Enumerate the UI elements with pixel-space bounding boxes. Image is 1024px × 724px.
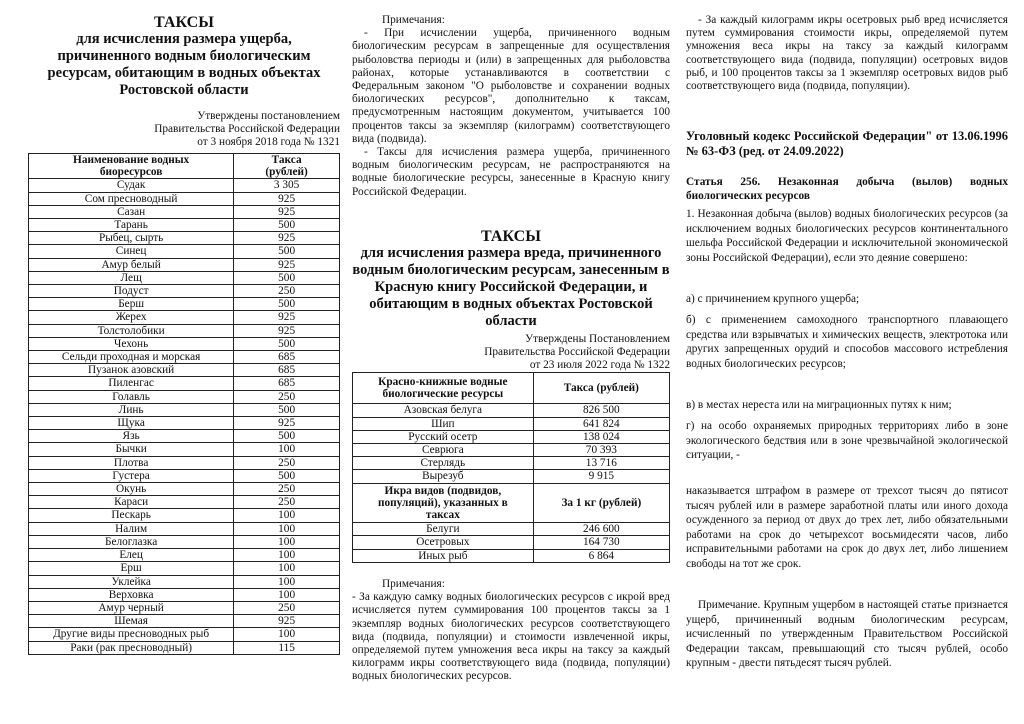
species-name: Рыбец, сырть bbox=[29, 232, 234, 245]
species-name: Уклейка bbox=[29, 575, 234, 588]
species-name: Белуги bbox=[353, 523, 534, 536]
tax-value: 925 bbox=[234, 615, 340, 628]
punishment-paragraph: наказывается штрафом в размере от трехсот тысяч до пятисот тысяч рублей или в размере заработной платы или иного дохода осужденного за период от двух до трех лет, либо обязательными работами на срок до четырехсот восьмидесяти часов, либо исправительными работами на срок до двух лет, либо лишением свободы на тот же срок. bbox=[686, 485, 1008, 570]
caviar-header-tax: За 1 кг (рублей) bbox=[533, 483, 669, 523]
species-name: Верховка bbox=[29, 588, 234, 601]
species-name: Синец bbox=[29, 245, 234, 258]
species-name: Бычки bbox=[29, 443, 234, 456]
tax-value: 500 bbox=[234, 245, 340, 258]
tax-value: 100 bbox=[234, 628, 340, 641]
species-name: Густера bbox=[29, 469, 234, 482]
red-book-title-block bbox=[352, 228, 670, 330]
tax-value: 100 bbox=[234, 575, 340, 588]
table-row bbox=[29, 351, 340, 364]
species-name: Тарань bbox=[29, 219, 234, 232]
table-row bbox=[29, 496, 340, 509]
table-row bbox=[29, 271, 340, 284]
article-item: б) с применением самоходного транспортного плавающего средства или взрывчатых и химических веществ, электротока или других запрещенных орудий и способов массового истребления водных биологических ресурсов; bbox=[686, 314, 1008, 370]
table-row bbox=[29, 403, 340, 416]
species-name: Амур белый bbox=[29, 258, 234, 271]
caviar-header-row bbox=[353, 483, 670, 523]
caviar-row bbox=[353, 536, 670, 549]
caviar-row bbox=[353, 549, 670, 562]
species-name: Щука bbox=[29, 417, 234, 430]
table-row bbox=[353, 430, 670, 443]
table-row bbox=[29, 562, 340, 575]
red-book-title-text: для исчисления размера вреда, причиненного водным биологическим ресурсам, занесенным в Красную книгу Российской Федерации, и обитающим в водных объектах Ростовской области bbox=[352, 245, 670, 329]
table-row bbox=[29, 245, 340, 258]
tax-value: 250 bbox=[234, 456, 340, 469]
tax-value: 100 bbox=[234, 509, 340, 522]
tax-value: 250 bbox=[234, 390, 340, 403]
table-row bbox=[353, 404, 670, 417]
approval-note-2 bbox=[352, 333, 670, 372]
table-row bbox=[29, 324, 340, 337]
note-paragraph: - При исчислении ущерба, причиненного водным биологическим ресурсам в запрещенные для осуществления рыболовства периоды и (или) в запрещенных для рыболовства районах, которые устанавливаются в соответствии с Федеральным законом "О рыболовстве и сохранении водных биологических ресурсов", дополнительно к таксам, предусмотренным настоящим документом, учитывается 100 процентов таксы за экземпляр (килограмм) соответствующего вида (подвида). bbox=[352, 27, 670, 145]
red-book-table bbox=[352, 372, 670, 563]
tax-value: 500 bbox=[234, 403, 340, 416]
tax-value: 925 bbox=[234, 324, 340, 337]
tax-value: 641 824 bbox=[533, 417, 669, 430]
table-row bbox=[29, 232, 340, 245]
tax-value: 115 bbox=[234, 641, 340, 654]
table-row bbox=[29, 535, 340, 548]
species-name: Сом пресноводный bbox=[29, 192, 234, 205]
notes-heading: Примечания: bbox=[382, 14, 445, 26]
table-row bbox=[29, 192, 340, 205]
species-name: Амур черный bbox=[29, 601, 234, 614]
tax-value: 500 bbox=[234, 430, 340, 443]
species-name: Раки (рак пресноводный) bbox=[29, 641, 234, 654]
approval-line: от 3 ноября 2018 года № 1321 bbox=[197, 136, 340, 148]
species-name: Подуст bbox=[29, 285, 234, 298]
species-name: Азовская белуга bbox=[353, 404, 534, 417]
tax-value: 100 bbox=[234, 549, 340, 562]
tax-value: 100 bbox=[234, 522, 340, 535]
tax-value: 250 bbox=[234, 496, 340, 509]
tax-value: 250 bbox=[234, 483, 340, 496]
table-row bbox=[29, 469, 340, 482]
species-name: Сельди проходная и морская bbox=[29, 351, 234, 364]
tax-value: 500 bbox=[234, 469, 340, 482]
red-book-title-word: ТАКСЫ bbox=[481, 228, 541, 245]
table-row bbox=[29, 628, 340, 641]
species-name: Окунь bbox=[29, 483, 234, 496]
article-item: а) с причинением крупного ущерба; bbox=[686, 293, 860, 305]
table-row bbox=[29, 588, 340, 601]
table-row bbox=[29, 509, 340, 522]
approval-line: от 23 июля 2022 года № 1322 bbox=[529, 359, 670, 371]
taxa-title bbox=[28, 14, 340, 99]
table-row bbox=[29, 364, 340, 377]
criminal-code-heading: Уголовный кодекс Российской Федерации" от 13.06.1996 № 63-ФЗ (ред. от 24.09.2022) bbox=[686, 129, 1008, 158]
note-paragraph: - За каждую самку водных биологических ресурсов с икрой вред исчисляется путем суммирования 100 процентов таксы за 1 экземпляр водных биологических ресурсов соответствующего вида (подвида, популяции) и стоимости извлеченной икры, определяемой путем умножения веса икры на таксу за каждый килограмм икры соответствующего вида (подвида, популяции) водных биологических ресурсов. bbox=[352, 591, 670, 683]
tax-value: 685 bbox=[234, 364, 340, 377]
approval-line: Утверждены Постановлением bbox=[525, 333, 670, 345]
species-name: Иных рыб bbox=[353, 549, 534, 562]
species-name: Караси bbox=[29, 496, 234, 509]
tax-value: 13 716 bbox=[533, 457, 669, 470]
column-left bbox=[28, 0, 340, 724]
tax-value: 685 bbox=[234, 377, 340, 390]
caviar-header-species: Икра видов (подвидов, популяций), указанных в таксах bbox=[353, 483, 534, 523]
species-name: Русский осетр bbox=[353, 430, 534, 443]
tax-value: 3 305 bbox=[234, 179, 340, 192]
species-name: Сазан bbox=[29, 205, 234, 218]
approval-line: Утверждены постановлением bbox=[197, 110, 340, 122]
tax-value: 6 864 bbox=[533, 549, 669, 562]
table-row bbox=[29, 456, 340, 469]
species-name: Пиленгас bbox=[29, 377, 234, 390]
species-name: Пузанок азовский bbox=[29, 364, 234, 377]
note-paragraph: - За каждый килограмм икры осетровых рыб вред исчисляется путем суммирования стоимости икры, определяемой путем умножения веса икры на таксу за каждый килограмм соответствующего вида (подвида, популяции) осетровых видов рыб, и 100 процентов таксы за 1 экземпляр осетровых видов рыб соответствующего вида (подвида, популяции). bbox=[686, 14, 1008, 93]
article-item: г) на особо охраняемых природных территориях либо в зоне экологического бедствия или в зоне чрезвычайной экологической ситуации, - bbox=[686, 420, 1008, 462]
table-row bbox=[29, 298, 340, 311]
tax-value: 925 bbox=[234, 192, 340, 205]
table-row bbox=[29, 377, 340, 390]
table-row bbox=[29, 430, 340, 443]
tax-value: 100 bbox=[234, 443, 340, 456]
table-row bbox=[29, 575, 340, 588]
taxa-title-text: для исчисления размера ущерба, причиненного водным биологическим ресурсам, обитающим в водных объектах Ростовской области bbox=[47, 31, 321, 98]
species-name: Судак bbox=[29, 179, 234, 192]
table-row bbox=[353, 470, 670, 483]
tax-value: 70 393 bbox=[533, 444, 669, 457]
table-header-species: Наименование водных биоресурсов bbox=[29, 154, 234, 179]
tax-value: 925 bbox=[234, 417, 340, 430]
notes-heading: Примечания: bbox=[382, 578, 445, 590]
species-name: Другие виды пресноводных рыб bbox=[29, 628, 234, 641]
table-header-tax: Такса (рублей) bbox=[234, 154, 340, 179]
tax-value: 500 bbox=[234, 298, 340, 311]
taxa-title-block bbox=[28, 14, 340, 99]
table-row bbox=[29, 417, 340, 430]
species-name: Толстолобики bbox=[29, 324, 234, 337]
species-name: Шип bbox=[353, 417, 534, 430]
note-paragraph: - Таксы для исчисления размера ущерба, причиненного водным биологическим ресурсам, не распространяются на водные биологические ресурсы, занесенные в Красную книгу Российской Федерации. bbox=[352, 146, 670, 198]
tax-value: 250 bbox=[234, 601, 340, 614]
table-row bbox=[29, 443, 340, 456]
species-name: Стерлядь bbox=[353, 457, 534, 470]
species-name: Берш bbox=[29, 298, 234, 311]
table-row bbox=[353, 444, 670, 457]
tax-value: 9 915 bbox=[533, 470, 669, 483]
table-row bbox=[29, 219, 340, 232]
table-header-row bbox=[353, 373, 670, 404]
species-name: Плотва bbox=[29, 456, 234, 469]
article-paragraph: 1. Незаконная добыча (вылов) водных биологических ресурсов (за исключением водных биологических ресурсов континентального шельфа Российской Федерации и исключительной экономической зоны Российской Федерации), если это деяние совершено: bbox=[686, 208, 1008, 264]
species-name: Чехонь bbox=[29, 337, 234, 350]
article-item: в) в местах нереста или на миграционных путях к ним; bbox=[686, 399, 952, 411]
species-name: Язь bbox=[29, 430, 234, 443]
table-header-row bbox=[29, 154, 340, 179]
table-row bbox=[29, 615, 340, 628]
taxa-title-word: ТАКСЫ bbox=[154, 14, 214, 31]
table-row bbox=[29, 258, 340, 271]
tax-value: 246 600 bbox=[533, 523, 669, 536]
species-name: Лещ bbox=[29, 271, 234, 284]
species-name: Линь bbox=[29, 403, 234, 416]
table-row bbox=[29, 483, 340, 496]
species-name: Голавль bbox=[29, 390, 234, 403]
table-row bbox=[29, 337, 340, 350]
species-name: Налим bbox=[29, 522, 234, 535]
tax-value: 100 bbox=[234, 588, 340, 601]
tax-value: 826 500 bbox=[533, 404, 669, 417]
table-row bbox=[29, 205, 340, 218]
table-row bbox=[29, 311, 340, 324]
table-row bbox=[29, 601, 340, 614]
article-heading: Статья 256. Незаконная добыча (вылов) водных биологических ресурсов bbox=[686, 176, 1008, 202]
tax-value: 925 bbox=[234, 258, 340, 271]
approval-line: Правительства Российской Федерации bbox=[154, 123, 340, 135]
table-row bbox=[29, 390, 340, 403]
species-name: Севрюга bbox=[353, 444, 534, 457]
species-name: Шемая bbox=[29, 615, 234, 628]
table-row bbox=[353, 457, 670, 470]
notes-block-2 bbox=[352, 578, 670, 684]
table-row bbox=[29, 549, 340, 562]
table-header-tax: Такса (рублей) bbox=[533, 373, 669, 404]
approval-line: Правительства Российской Федерации bbox=[484, 346, 670, 358]
tax-value: 100 bbox=[234, 535, 340, 548]
table-header-species: Красно-книжные водные биологические ресурсы bbox=[353, 373, 534, 404]
approval-note bbox=[28, 110, 340, 149]
species-name: Жерех bbox=[29, 311, 234, 324]
tax-value: 250 bbox=[234, 285, 340, 298]
species-name: Пескарь bbox=[29, 509, 234, 522]
species-name: Осетровых bbox=[353, 536, 534, 549]
tax-value: 100 bbox=[234, 562, 340, 575]
tax-value: 500 bbox=[234, 219, 340, 232]
tax-value: 500 bbox=[234, 271, 340, 284]
table-row bbox=[29, 179, 340, 192]
remark-paragraph: Примечание. Крупным ущербом в настоящей статье признается ущерб, причиненный водным биологическим ресурсам, исчисленный по утвержденным Правительством Российской Федерации таксам, превышающий сто тысяч рублей, особо крупным - двести пятьдесят тысяч рублей. bbox=[686, 599, 1008, 670]
taxa-table bbox=[28, 153, 340, 655]
species-name: Елец bbox=[29, 549, 234, 562]
table-row bbox=[353, 417, 670, 430]
species-name: Белоглазка bbox=[29, 535, 234, 548]
species-name: Ерш bbox=[29, 562, 234, 575]
table-row bbox=[29, 641, 340, 654]
column-right bbox=[686, 0, 1008, 724]
tax-value: 925 bbox=[234, 232, 340, 245]
tax-value: 164 730 bbox=[533, 536, 669, 549]
tax-value: 925 bbox=[234, 205, 340, 218]
tax-value: 925 bbox=[234, 311, 340, 324]
tax-value: 500 bbox=[234, 337, 340, 350]
caviar-row bbox=[353, 523, 670, 536]
column-middle bbox=[352, 0, 670, 724]
tax-value: 685 bbox=[234, 351, 340, 364]
table-row bbox=[29, 285, 340, 298]
red-book-title bbox=[352, 228, 670, 330]
table-row bbox=[29, 522, 340, 535]
notes-block bbox=[352, 14, 670, 199]
tax-value: 138 024 bbox=[533, 430, 669, 443]
species-name: Вырезуб bbox=[353, 470, 534, 483]
